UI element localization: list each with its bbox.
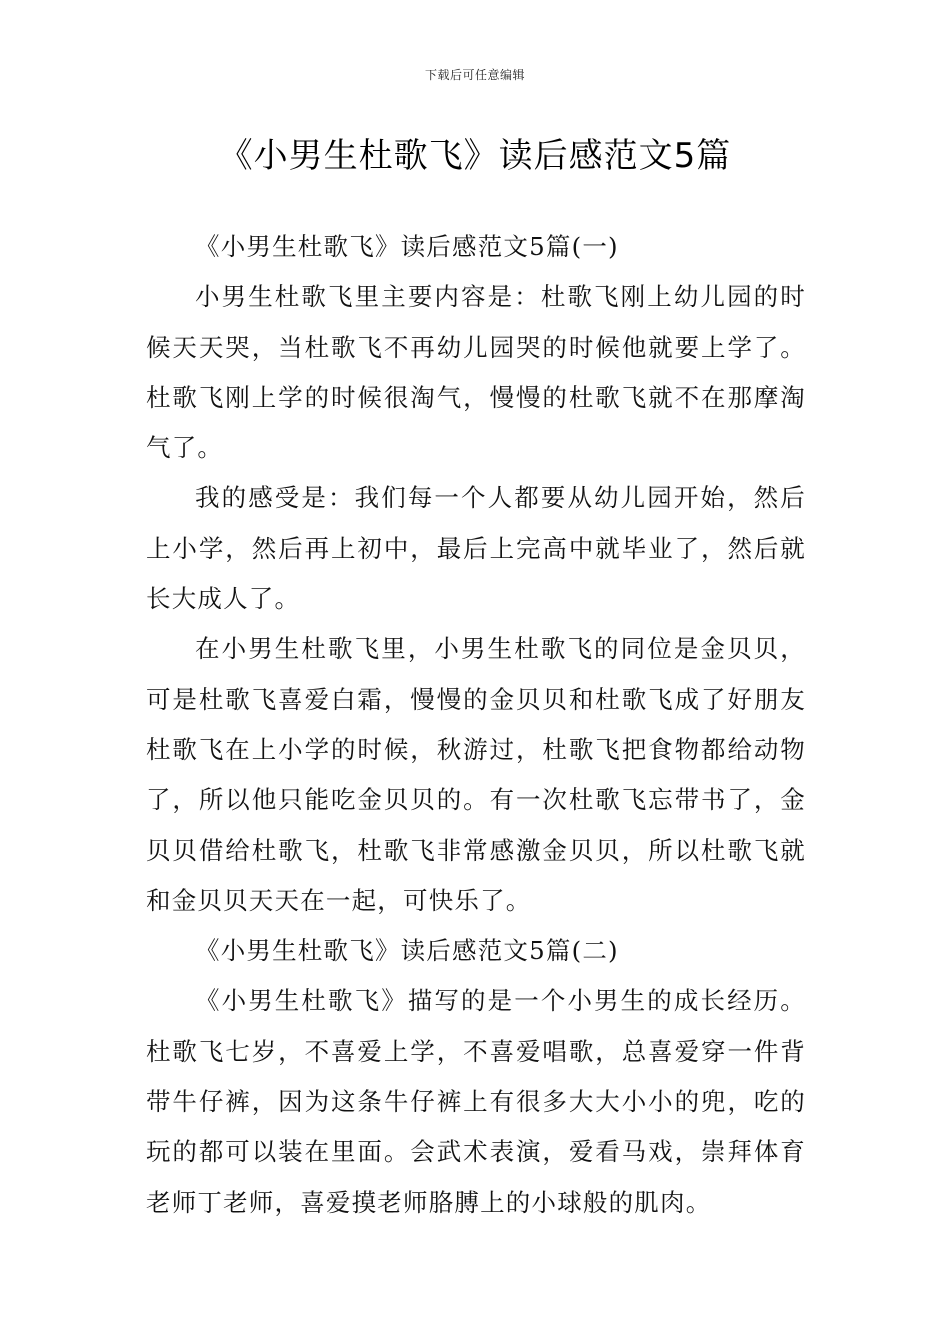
paragraph-description: 《小男生杜歌飞》描写的是一个小男生的成长经历。杜歌飞七岁，不喜爱上学，不喜爱唱歌，总喜爱穿一件背带牛仔裤，因为这条牛仔裤上有很多大大小小的兜，吃的玩的都可以装在里面。会武术表演，爱看马戏，崇拜体育老师丁老师，喜爱摸老师胳膊上的小球般的肌肉。	[146, 986, 806, 1217]
document-body	[146, 222, 806, 1228]
paragraph-summary: 小男生杜歌飞里主要内容是：杜歌飞刚上幼儿园的时候天天哭，当杜歌飞不再幼儿园哭的时候他就要上学了。杜歌飞刚上学的时候很淘气，慢慢的杜歌飞就不在那摩淘气了。	[146, 282, 806, 463]
header-note: 下载后可任意编辑	[424, 68, 525, 82]
section-heading-1: 《小男生杜歌飞》读后感范文5篇(一)	[195, 232, 619, 261]
document-title: 《小男生杜歌飞》读后感范文5篇	[218, 136, 732, 176]
paragraph-feelings: 我的感受是：我们每一个人都要从幼儿园开始，然后上小学，然后再上初中，最后上完高中就毕业了，然后就长大成人了。	[146, 483, 806, 614]
paragraph-story: 在小男生杜歌飞里，小男生杜歌飞的同位是金贝贝，可是杜歌飞喜爱白霜，慢慢的金贝贝和杜歌飞成了好朋友杜歌飞在上小学的时候，秋游过，杜歌飞把食物都给动物了，所以他只能吃金贝贝的。有一次杜歌飞忘带书了，金贝贝借给杜歌飞，杜歌飞非常感激金贝贝，所以杜歌飞就和金贝贝天天在一起，可快乐了。	[146, 634, 806, 915]
section-heading-2: 《小男生杜歌飞》读后感范文5篇(二)	[195, 936, 619, 966]
